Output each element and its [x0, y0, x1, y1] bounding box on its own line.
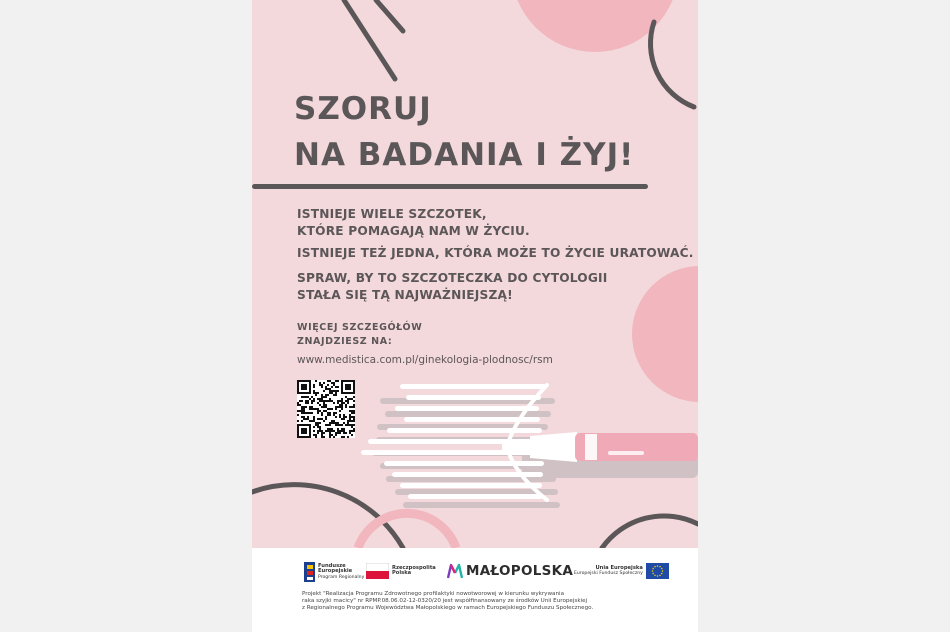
pink-circle-right: [632, 266, 698, 402]
logo-unia-europejska: [574, 563, 669, 579]
diagonal-line-2: [376, 0, 403, 31]
fundusze-line-3: Program Regionalny: [318, 574, 365, 580]
headline: [294, 86, 634, 178]
ue-line-2: Europejski Fundusz Społeczny: [574, 571, 643, 576]
paragraph-2-line-1: ISTNIEJE TEŻ JEDNA, KTÓRA MOŻE TO ŻYCIE URATOWAĆ.: [297, 246, 694, 260]
headline-divider: [252, 184, 648, 189]
rzeczpospolita-line-2: Polska: [392, 570, 412, 576]
rzeczpospolita-line-1: Rzeczpospolita: [392, 564, 436, 571]
more-info-line-2: ZNAJDZIESZ NA:: [297, 336, 393, 347]
logo-malopolska: [447, 563, 573, 579]
paragraph-1: [297, 206, 530, 240]
eu-flag-icon: [646, 563, 669, 579]
paragraph-3-line-1: SPRAW, BY TO SZCZOTECZKA DO CYTOLOGII: [297, 271, 608, 285]
malopolska-wordmark: MAŁOPOLSKA: [466, 563, 574, 579]
footnote-line-3: z Regionalnego Programu Województwa Małopolskiego w ramach Europejskiego Funduszu Społecznego.: [302, 605, 594, 612]
info-url-link[interactable]: www.medistica.com.pl/ginekologia-plodnosc/rsm: [297, 354, 553, 366]
funding-footnote: [302, 591, 662, 613]
paragraph-3: [297, 270, 608, 304]
poster: [252, 0, 698, 632]
headline-line-2: NA BADANIA I ŻYJ!: [294, 137, 635, 173]
gray-arc-top: [650, 22, 694, 107]
more-info-label: [297, 321, 422, 349]
cytology-brush-illustration: [361, 384, 698, 508]
footnote-line-1: Projekt "Realizacja Programu Zdrowotnego profilaktyki nowotworowej w kierunku wykrywania: [302, 591, 565, 597]
paragraph-3-line-2: STAŁA SIĘ TĄ NAJWAŻNIEJSZĄ!: [297, 288, 513, 302]
pink-arc-bottom: [358, 513, 456, 548]
logo-rzeczpospolita-polska: [366, 563, 436, 579]
footnote-line-2: raka szyjki macicy" nr RPMP.08.06.02-12-0320/20 jest współfinansowany ze środków Unii Europejskiej: [302, 598, 588, 605]
fundusze-line-2: Europejskie: [318, 568, 353, 575]
headline-line-1: SZORUJ: [294, 91, 432, 127]
paragraph-1-line-1: ISTNIEJE WIELE SZCZOTEK,: [297, 207, 487, 221]
more-info-line-1: WIĘCEJ SZCZEGÓŁÓW: [297, 322, 423, 333]
malopolska-mark-icon: [447, 563, 463, 579]
qr-code[interactable]: [297, 380, 355, 438]
fundusze-line-1: Fundusze: [318, 563, 346, 570]
paragraph-2: [297, 245, 694, 262]
logo-fundusze-europejskie: [304, 562, 364, 582]
gray-arc-bottom-right: [602, 516, 698, 548]
polish-flag-icon: [366, 563, 389, 579]
paragraph-1-line-2: KTÓRE POMAGAJĄ NAM W ŻYCIU.: [297, 224, 530, 238]
fundusze-europejskie-icon: [304, 562, 315, 582]
footer-funding-bar: [252, 548, 698, 632]
ue-line-1: Unia Europejska: [595, 564, 643, 571]
